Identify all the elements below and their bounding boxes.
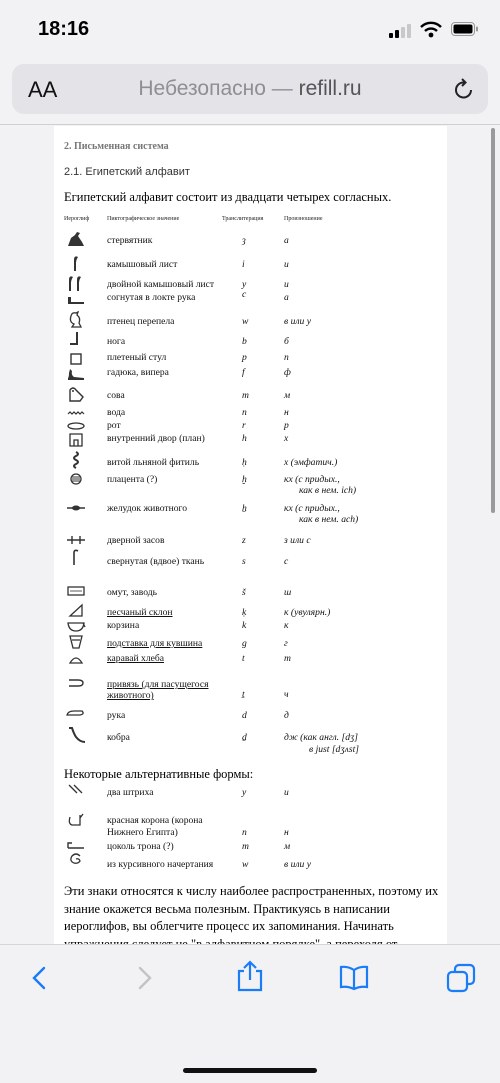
tether-glyph-icon bbox=[66, 674, 86, 692]
meaning-cell: омут, заводь bbox=[107, 587, 158, 598]
closing-paragraph: Эти знаки относятся к числу наиболее распространенных, поэтому их знание окажется весьма полезным. Практикуясь в написании иероглифов, вы облегчите процесс их запоминания. Начинать bbox=[64, 884, 439, 933]
two-strokes-glyph-icon bbox=[66, 781, 86, 799]
col-header-meaning: Пиктографическое значение bbox=[107, 216, 180, 222]
owl-glyph-icon bbox=[66, 385, 86, 403]
belly-glyph-icon bbox=[66, 499, 86, 517]
pronunciation-cell: д bbox=[284, 710, 289, 721]
meaning-cell: нога bbox=[107, 336, 126, 347]
forward-icon[interactable] bbox=[132, 965, 156, 991]
translit-cell: ḥ bbox=[242, 457, 247, 468]
pronunciation-cell: как в нем. ich) bbox=[299, 485, 357, 496]
translit-cell: z bbox=[242, 535, 246, 546]
pronunciation-cell: в или у bbox=[284, 316, 311, 327]
bottom-toolbar bbox=[0, 944, 500, 1083]
meaning-cell: витой льняной фитиль bbox=[107, 457, 200, 468]
translit-cell: p bbox=[242, 352, 247, 363]
pronunciation-cell: и bbox=[284, 259, 289, 270]
pronunciation-cell: м bbox=[284, 390, 291, 401]
divider bbox=[0, 124, 500, 125]
translit-cell: y bbox=[242, 279, 247, 290]
pronunciation-cell: и bbox=[284, 279, 289, 290]
reload-icon[interactable] bbox=[453, 77, 475, 101]
vulture-glyph-icon bbox=[66, 230, 86, 248]
meaning-cell: из курсивного начертания bbox=[107, 859, 214, 870]
translit-cell: h bbox=[242, 433, 247, 444]
cursive-glyph-icon bbox=[66, 850, 86, 868]
meaning-cell: привязь (для пасущегося bbox=[107, 679, 209, 690]
meaning-cell: согнутая в локте рука bbox=[107, 292, 196, 303]
pronunciation-cell: х bbox=[284, 433, 289, 444]
bookmarks-icon[interactable] bbox=[338, 965, 370, 991]
url-domain: refill.ru bbox=[298, 77, 362, 100]
translit-cell: r bbox=[242, 420, 246, 431]
red-crown-glyph-icon bbox=[66, 812, 86, 830]
wifi-icon bbox=[420, 21, 442, 38]
meaning-cell: гадюка, випера bbox=[107, 367, 169, 378]
pronunciation-cell: кх (с придых., bbox=[284, 503, 340, 514]
text-size-button[interactable]: AA bbox=[28, 77, 58, 102]
translit-cell: c bbox=[242, 289, 247, 300]
pool-glyph-icon bbox=[66, 582, 86, 600]
home-indicator bbox=[183, 1068, 317, 1073]
document-page bbox=[54, 126, 447, 944]
placenta-glyph-icon bbox=[66, 470, 86, 488]
meaning-cell: два штриха bbox=[107, 787, 154, 798]
quail-chick-glyph-icon bbox=[66, 310, 86, 328]
back-icon[interactable] bbox=[28, 965, 52, 991]
pronunciation-cell: ф bbox=[284, 367, 291, 378]
translit-cell: m bbox=[242, 841, 249, 852]
col-header-pronunciation: Произношение bbox=[284, 216, 323, 222]
col-header-glyph: Иероглиф bbox=[64, 216, 90, 222]
viper-glyph-icon bbox=[66, 365, 86, 383]
pronunciation-cell: т bbox=[284, 653, 291, 664]
meaning-cell: желудок животного bbox=[107, 503, 187, 514]
forearm-glyph-icon bbox=[66, 289, 86, 307]
translit-cell: w bbox=[242, 859, 249, 870]
meaning-cell: песчаный склон bbox=[107, 607, 173, 618]
meaning-cell: камышовый лист bbox=[107, 259, 178, 270]
meaning-cell: внутренний двор (план) bbox=[107, 433, 205, 444]
meaning-cell: плацента (?) bbox=[107, 474, 158, 485]
pronunciation-cell: р bbox=[284, 420, 289, 431]
pronunciation-cell: н bbox=[284, 827, 289, 838]
url-field[interactable] bbox=[12, 77, 488, 101]
pronunciation-cell: з или с bbox=[284, 535, 311, 546]
leg-glyph-icon bbox=[66, 330, 86, 348]
address-bar[interactable] bbox=[12, 64, 488, 114]
meaning-cell: животного) bbox=[107, 690, 154, 701]
translit-cell: b bbox=[242, 336, 247, 347]
tabs-icon[interactable] bbox=[446, 963, 476, 993]
pronunciation-cell: как в нем. ach) bbox=[299, 514, 359, 525]
pronunciation-cell: кх (с придых., bbox=[284, 474, 340, 485]
share-icon[interactable] bbox=[236, 960, 264, 992]
subsection-title: 2.1. Египетский алфавит bbox=[64, 166, 190, 178]
meaning-cell: плетеный стул bbox=[107, 352, 167, 363]
pronunciation-cell: ч bbox=[284, 689, 289, 700]
translit-cell: g bbox=[242, 638, 247, 649]
pronunciation-cell: в just [dʒʌst] bbox=[309, 744, 360, 755]
pronunciation-cell: а bbox=[284, 292, 289, 303]
pronunciation-cell: с bbox=[284, 556, 289, 567]
meaning-cell: дверной засов bbox=[107, 535, 165, 546]
meaning-cell: Нижнего Египта) bbox=[107, 827, 178, 838]
meaning-cell: кобра bbox=[107, 732, 130, 743]
translit-cell: ḳ bbox=[242, 607, 247, 618]
meaning-cell: сова bbox=[107, 390, 125, 401]
pronunciation-cell: м bbox=[284, 841, 291, 852]
meaning-cell: подставка для кувшина bbox=[107, 638, 203, 649]
meaning-cell: рука bbox=[107, 710, 126, 721]
meaning-cell: стервятник bbox=[107, 235, 153, 246]
translit-cell: ẖ bbox=[242, 503, 247, 514]
pronunciation-cell: дж (как англ. [dʒ] bbox=[284, 732, 358, 743]
translit-cell: d bbox=[242, 710, 247, 721]
jar-stand-glyph-icon bbox=[66, 632, 86, 650]
translit-cell: k bbox=[242, 620, 247, 631]
bolt-glyph-icon bbox=[66, 531, 86, 549]
meaning-cell: каравай хлеба bbox=[107, 653, 165, 664]
hand-glyph-icon bbox=[66, 705, 86, 723]
translit-cell: n bbox=[242, 827, 247, 838]
translit-cell: ḏ bbox=[242, 732, 247, 743]
meaning-cell: корзина bbox=[107, 620, 140, 631]
battery-icon bbox=[451, 22, 479, 36]
meaning-cell: птенец перепела bbox=[107, 316, 175, 327]
intro-text: Египетский алфавит состоит из двадцати четырех согласных. bbox=[64, 190, 392, 204]
translit-cell: i bbox=[242, 259, 245, 270]
bread-glyph-icon bbox=[66, 650, 86, 668]
meaning-cell: вода bbox=[107, 407, 126, 418]
pronunciation-cell: к bbox=[284, 620, 289, 631]
cloth-glyph-icon bbox=[66, 548, 86, 566]
translit-cell: ȝ bbox=[242, 235, 246, 246]
reed-leaf-glyph-icon bbox=[66, 254, 86, 272]
translit-cell: s bbox=[242, 556, 246, 567]
meaning-cell: цоколь трона (?) bbox=[107, 841, 174, 852]
cobra-glyph-icon bbox=[66, 726, 86, 744]
security-warning: Небезопасно — bbox=[138, 77, 299, 100]
pronunciation-cell: а bbox=[284, 235, 289, 246]
scrollbar[interactable] bbox=[491, 128, 495, 513]
meaning-cell: двойной камышовый лист bbox=[107, 279, 215, 290]
pronunciation-cell: п bbox=[284, 352, 289, 363]
pronunciation-cell: н bbox=[284, 407, 289, 418]
meaning-cell: красная корона (корона bbox=[107, 815, 203, 826]
cellular-signal-icon bbox=[389, 24, 413, 38]
translit-cell: w bbox=[242, 316, 249, 327]
pronunciation-cell: х (эмфатич.) bbox=[284, 457, 338, 468]
pronunciation-cell: г bbox=[284, 638, 288, 649]
translit-cell: f bbox=[242, 367, 245, 378]
translit-cell: š bbox=[242, 587, 246, 598]
pronunciation-cell: в или у bbox=[284, 859, 311, 870]
status-bar bbox=[0, 0, 500, 58]
translit-cell: m bbox=[242, 390, 249, 401]
translit-cell: n bbox=[242, 407, 247, 418]
section-title: 2. Письменная система bbox=[64, 141, 169, 152]
meaning-cell: рот bbox=[107, 420, 121, 431]
wick-glyph-icon bbox=[66, 451, 86, 469]
col-header-translit: Транслитерация bbox=[222, 216, 264, 222]
pronunciation-cell: б bbox=[284, 336, 289, 347]
translit-cell: t bbox=[242, 653, 245, 664]
translit-cell: ḫ bbox=[242, 474, 247, 485]
pronunciation-cell: ш bbox=[284, 587, 292, 598]
pronunciation-cell: к (увулярн.) bbox=[284, 607, 331, 618]
alt-forms-title: Некоторые альтернативные формы: bbox=[64, 767, 254, 781]
meaning-cell: свернутая (вдвое) ткань bbox=[107, 556, 205, 567]
clock: 18:16 bbox=[38, 18, 90, 40]
pronunciation-cell: и bbox=[284, 787, 289, 798]
translit-cell: ṯ bbox=[242, 689, 245, 700]
translit-cell: y bbox=[242, 787, 247, 798]
courtyard-glyph-icon bbox=[66, 431, 86, 449]
